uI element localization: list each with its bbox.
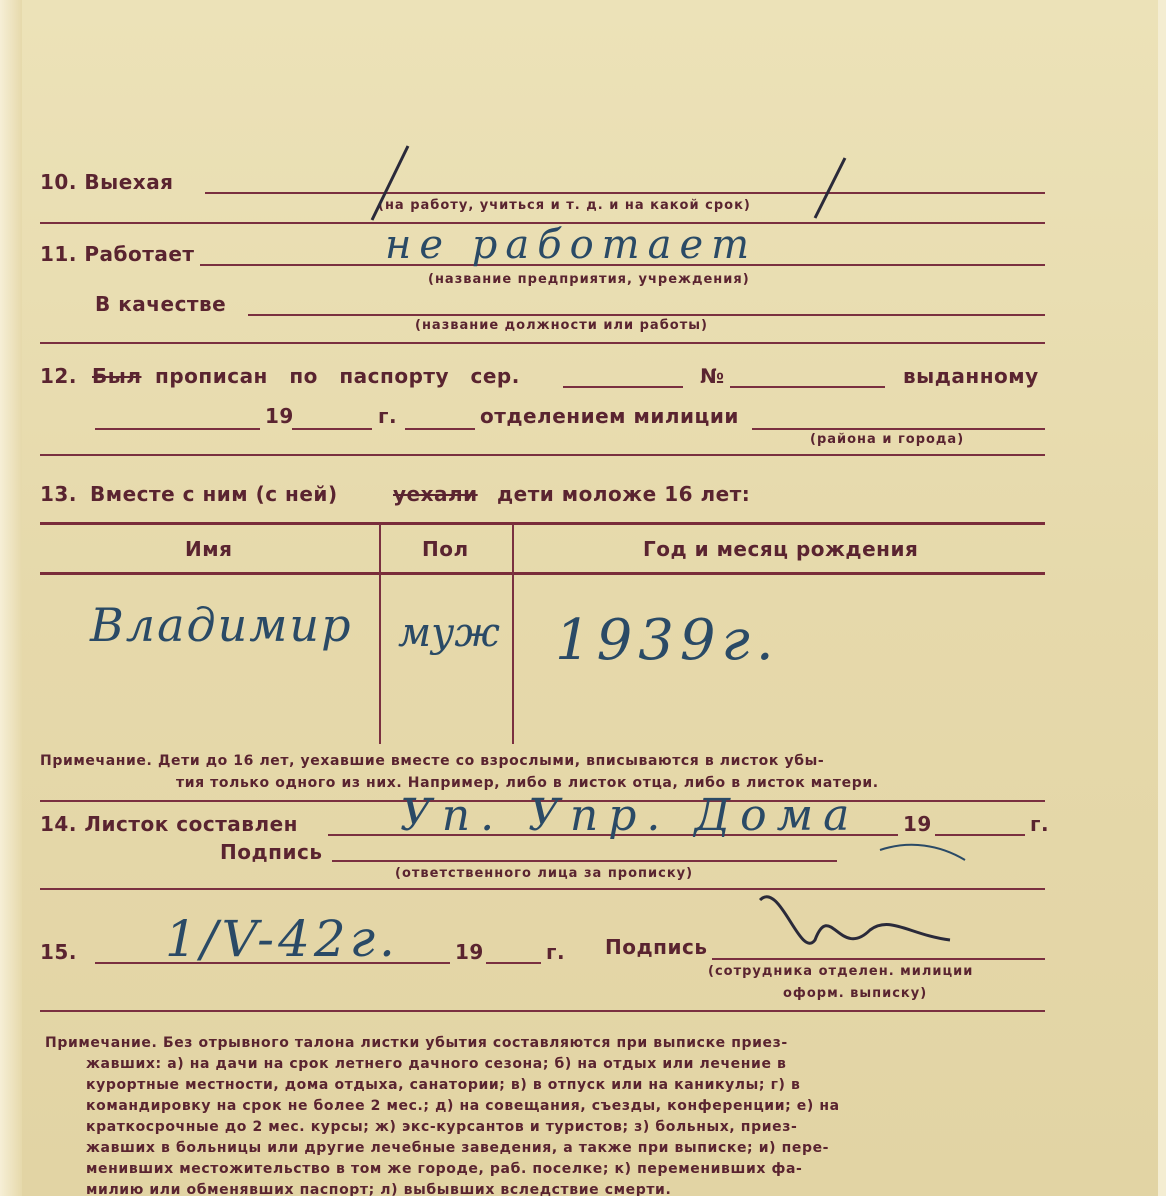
handwritten-date: 1/V-42г. <box>165 910 399 968</box>
note-2-text-7: менивших местожительство в том же городе, раб. поселке; к) переменивших фа- <box>86 1161 803 1177</box>
field-14-g: г. <box>1030 812 1050 836</box>
field-12-hint: (района и города) <box>810 432 965 447</box>
field-12-no: № <box>700 364 725 388</box>
note-2-lead: Примечание. <box>45 1035 158 1051</box>
handwritten-workplace: не работает <box>385 222 758 268</box>
note-1-text-1: Дети до 16 лет, уехавшие вместе со взрослыми, вписываются в листок убы- <box>157 753 825 769</box>
field-15-num: 15. <box>40 940 77 964</box>
field-12-struck-word: Был <box>92 364 142 388</box>
note-2-text-6: жавших в больницы или другие лечебные заведения, а также при выписке; и) пере- <box>86 1140 830 1156</box>
note-1-lead: Примечание. <box>40 753 153 769</box>
field-15-sign-label: Подпись <box>605 935 708 959</box>
note-2-text-3: курортные местности, дома отдыха, санатории; в) в отпуск или на каникулы; г) в <box>86 1077 801 1093</box>
field-10-label: 10. Выехая <box>40 170 174 194</box>
field-12-dept: отделением милиции <box>480 404 739 428</box>
table-row-name: Владимир <box>90 598 353 652</box>
note-2-text-4: командировку на срок не более 2 мес.; д) на совещания, съезды, конференции; е) на <box>86 1098 840 1114</box>
field-15-hint-1: (сотрудника отделен. милиции <box>708 964 974 979</box>
table-row-date: 1939г. <box>555 608 780 673</box>
field-14-hint: (ответственного лица за прописку) <box>395 866 694 881</box>
field-11-hint-1: (название предприятия, учреждения) <box>428 272 750 287</box>
signature-flourish <box>880 845 965 860</box>
field-15-g: г. <box>546 940 566 964</box>
field-12-text: прописан по паспорту сер. <box>155 364 520 388</box>
field-13-text-2: дети моложе 16 лет: <box>497 482 751 506</box>
field-10-hint: (на работу, учиться и т. д. и на какой срок) <box>378 198 751 213</box>
field-13-struck-word: уехали <box>393 482 478 506</box>
table-header-date: Год и месяц рождения <box>643 537 919 561</box>
table-header-name: Имя <box>185 537 233 561</box>
note-2-text-2: жавших: а) на дачи на срок летнего дачного сезона; б) на отдых или лечение в <box>86 1056 787 1072</box>
field-15-hint-2: оформ. выписку) <box>783 986 928 1001</box>
field-13-num: 13. <box>40 482 77 506</box>
signature-mark <box>760 897 950 943</box>
field-11-label: 11. Работает <box>40 242 195 266</box>
table-header-sex: Пол <box>422 537 469 561</box>
note-2-text-5: краткосрочные до 2 мес. курсы; ж) экс-курсантов и туристов; з) больных, приез- <box>86 1119 798 1135</box>
field-15-year: 19 <box>455 940 484 964</box>
ink-dash-stroke <box>815 158 845 218</box>
field-11-as-label: В качестве <box>95 292 227 316</box>
table-row-sex: муж <box>398 610 500 656</box>
field-14-sign-label: Подпись <box>220 840 323 864</box>
field-12-issued: выданному <box>903 364 1039 388</box>
note-2-text-1: Без отрывного талона листки убытия составляются при выписке приез- <box>162 1035 788 1051</box>
field-11-hint-2: (название должности или работы) <box>415 318 708 333</box>
field-13-text: Вместе с ним (с ней) <box>90 482 338 506</box>
field-14-year: 19 <box>903 812 932 836</box>
handwritten-compiler: Уп. Упр. Дома <box>400 790 860 841</box>
ink-dash-stroke <box>372 146 408 220</box>
field-14-label: 14. Листок составлен <box>40 812 298 836</box>
field-12-g: г. <box>378 404 398 428</box>
field-12-year: 19 <box>265 404 294 428</box>
note-2-text-8: милию или обменявших паспорт; л) выбывших вследствие смерти. <box>86 1182 672 1196</box>
field-12-num: 12. <box>40 364 77 388</box>
note-1-text-2: тия только одного из них. Например, либо в листок отца, либо в листок матери. <box>176 775 879 791</box>
